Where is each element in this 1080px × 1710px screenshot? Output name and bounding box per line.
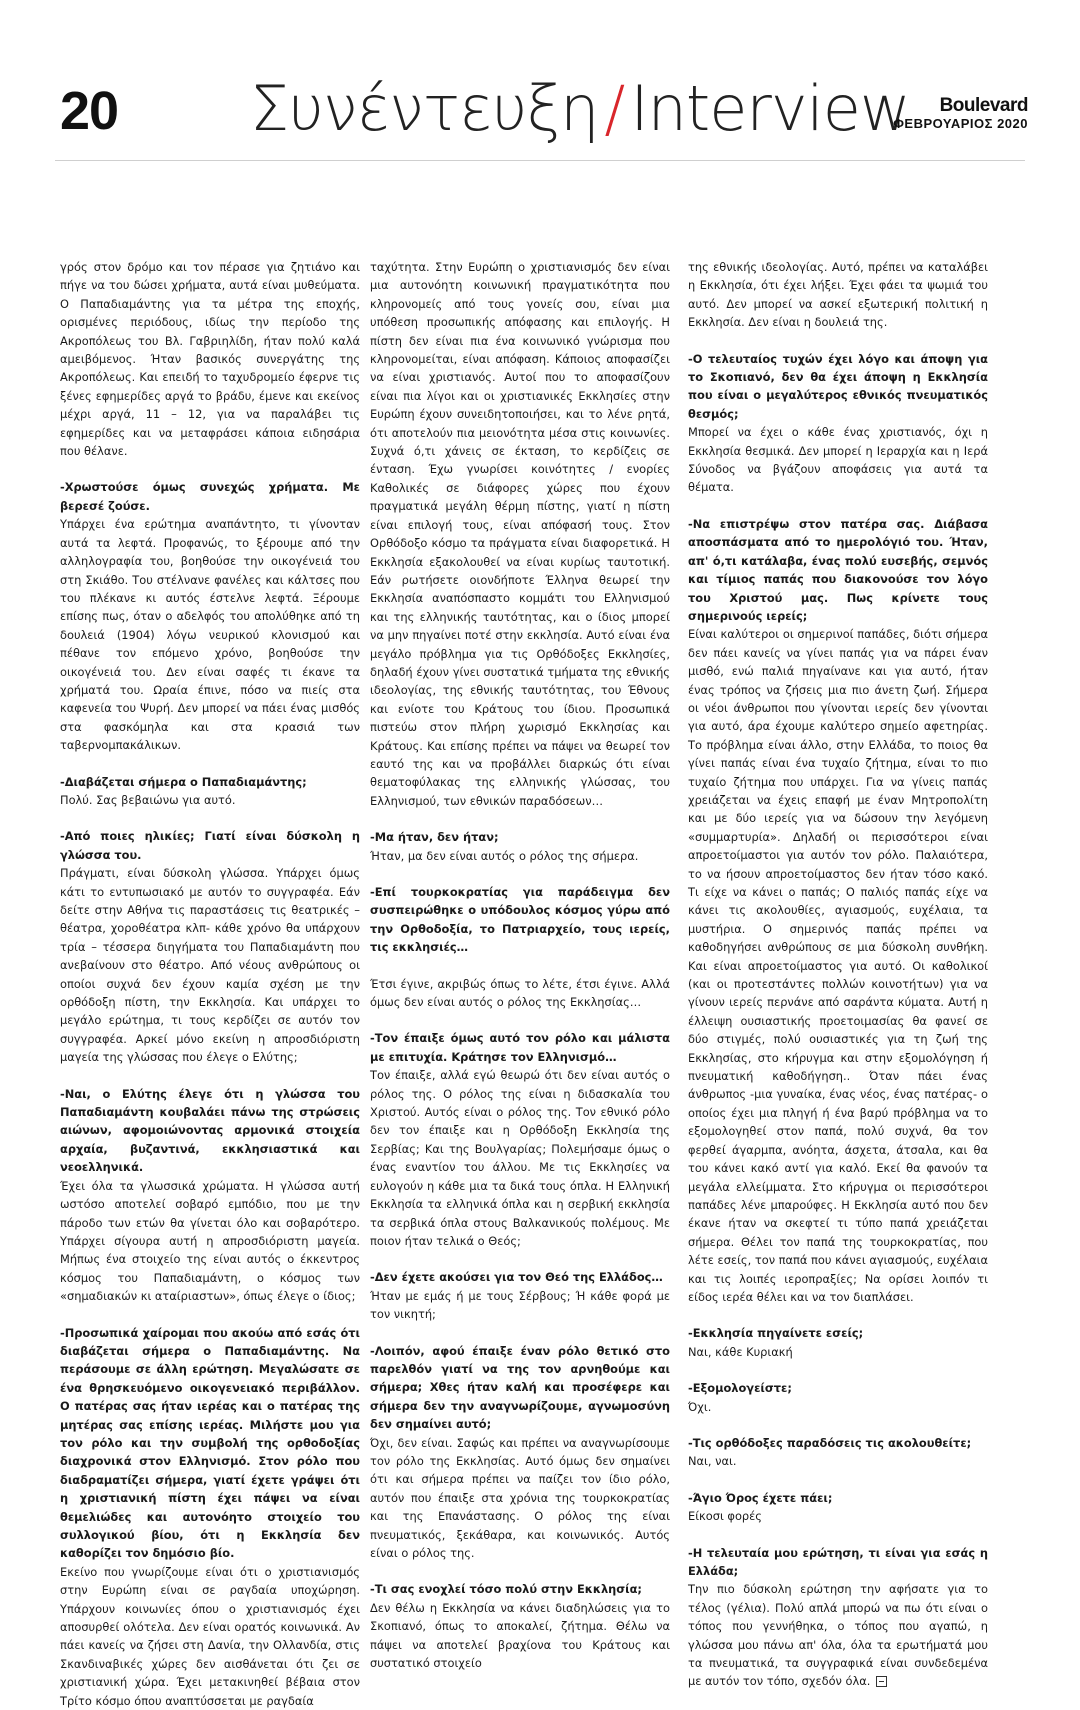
interview-question: -Από ποιες ηλικίες; Γιατί είναι δύσκολη η γλώσσα του. <box>60 829 360 862</box>
title-english: Interview <box>630 72 910 145</box>
end-of-article-icon <box>876 1676 887 1687</box>
interview-answer: Όχι, δεν είναι. Σαφώς και πρέπει να αναγνωρίσουμε τον ρόλο της Εκκλησίας. Αυτό όμως δεν σημαίνει ότι και σήμερα πρέπει να παίζει τον ίδιο ρόλο, αυτόν που έπαιξε στα χρόνια της τουρκοκρατίας και της Επανάστασης. Ο ρόλος της είναι πνευματικός, ξεκάθαρα, και κοινωνικός. Αυτός είναι ο ρόλος της. <box>370 1435 670 1560</box>
interview-question: -Εξομολογείστε; <box>688 1381 792 1396</box>
title-greek: Συνέντευξη <box>250 72 599 145</box>
interview-question: -Ναι, ο Ελύτης έλεγε ότι η γλώσσα του Παπαδιαμάντη κουβαλάει πάνω της στρώσεις αιώνων, αφομοιώνοντας αρμονικά στοιχεία αρχαία, βυζαντινά, εκκλησιαστικά και νεοελληνικά. <box>60 1086 360 1175</box>
text-column-1 <box>60 258 360 1710</box>
interview-question: -Διαβάζεται σήμερα ο Παπαδιαμάντης; <box>60 774 307 789</box>
issue-date: ΦΕΒΡΟΥΑΡΙΟΣ 2020 <box>893 116 1028 131</box>
interview-answer: Υπάρχει ένα ερώτημα αναπάντητο, τι γίνονταν αυτά τα λεφτά. Προφανώς, το ξέρουμε από την αλληλογραφία του, βοηθούσε την οικογένειά του στη Σκιάθο. Του στέλνανε φανέλες και κάλτσες που του πλέκανε κι αυτός έστελνε λεφτά. Ξέρουμε επίσης πως, όταν ο αδελφός του απολύθηκε από τη δουλειά (1904) λόγω νευρικού κλονισμού και πέθανε τον επόμενο χρόνο, βοηθούσε την οικογένειά του. Δεν είναι σαφές τι έκανε τα χρήματά του. Ωραία έπινε, πόσο να πιείς στα καφενεία του Ψυρή. Δεν μπορεί να πάει ένας μισθός στα φασκόμηλα και στα κρασιά των ταβερνομπακάλικων. <box>60 517 360 753</box>
interview-question: -Επί τουρκοκρατίας για παράδειγμα δεν συσπειρώθηκε ο υπόδουλος κόσμος γύρω από την Ορθοδοξία, το Πατριαρχείο, τους ιερείς, τις εκκλησιές… <box>370 885 670 955</box>
interview-question: -Τις ορθόδοξες παραδόσεις τις ακολουθείτε; <box>688 1435 972 1450</box>
interview-answer: Ναι, ναι. <box>688 1454 737 1469</box>
interview-question: -Ο τελευταίος τυχών έχει λόγο και άποψη για το Σκοπιανό, δεν θα έχει άποψη η Εκκλησία που είναι ο μεγαλύτερος εθνικός πνευματικός θεσμός; <box>688 351 988 421</box>
interview-answer: Έτσι έγινε, ακριβώς όπως το λέτε, έτσι έγινε. Αλλά όμως δεν είναι αυτός ο ρόλος της Εκκλησίας… <box>370 976 670 1010</box>
header-divider <box>55 160 1025 161</box>
interview-answer: Μπορεί να έχει ο κάθε ένας χριστιανός, όχι η Εκκλησία θεσμικά. Δεν μπορεί η Ιεραρχία και η Ιερά Σύνοδος να βγάζουν αποφάσεις για αυτά τα θέματα. <box>688 425 988 495</box>
interview-answer: Ναι, κάθε Κυριακή <box>688 1344 793 1359</box>
publication-brand <box>893 96 1028 131</box>
publication-name: Boulevard <box>939 95 1028 116</box>
interview-answer: ταχύτητα. Στην Ευρώπη ο χριστιανισμός δεν είναι μια αυτονόητη κοινωνική πραγματικότητα που κληρονομείς από τους γονείς σου, είναι μια υπόθεση προσωπικής απόφασης και επιλογής. Η πίστη δεν είναι πια ένα κοινωνικό γνώρισμα που κληρονομείται, είναι απόφαση. Κάποιος αποφασίζει να είναι χριστιανός. Αυτοί που το αποφασίζουν είναι πια λίγοι και οι χριστιανικές Εκκλησίες στην Ευρώπη έχουν συνειδητοποιήσει, και το λένε ρητά, ότι αποτελούν πια μειονότητα μέσα στις κοινωνίες. Συχνά ό,τι χάνεις σε έκταση, το κερδίζεις σε ένταση. Έχω γνωρίσει κοινότητες / ενορίες Καθολικές σε διάφορες χώρες που έχουν πραγματικά μεγάλη θέρμη πίστης, γιατί η πίστη είναι επιλογή τους, είναι απόφασή τους. Στον Ορθόδοξο κόσμο τα πράγματα είναι διαφορετικά. Η Εκκλησία εξακολουθεί να είναι κυρίως ταυτοτική. Εάν ρωτήσετε οιονδήποτε Έλληνα θεωρεί την Εκκλησία αναπόσπαστο κομμάτι του Ελληνισμού και της ελληνικής ταυτότητας, και ο ίδιος μπορεί να μην πηγαίνει ποτέ στην εκκλησία. Αυτό είναι ένα μεγάλο πρόβλημα για τις Ορθόδοξες Εκκλησίες, δηλαδή έχουν γίνει συστατικά τμήματα της εθνικής ιδεολογίας, της εθνικής ταυτότητας, του Έθνους και ενίοτε του Κράτους του ίδιου. Προσωπικά πιστεύω στον πλήρη χωρισμό Εκκλησίας και Κράτους. Και επίσης πρέπει να πάψει να θεωρεί τον εαυτό της και να προβάλλει διαρκώς ότι είναι θεματοφύλακας της ελληνικής γλώσσας, του Ελληνισμού, των εθνικών παραδόσεων… <box>370 260 670 808</box>
interview-answer: Όχι. <box>688 1399 712 1414</box>
interview-question: -Εκκλησία πηγαίνετε εσείς; <box>688 1326 864 1341</box>
interview-answer: Πράγματι, είναι δύσκολη γλώσσα. Υπάρχει όμως κάτι το εντυπωσιακό με αυτόν το συγγραφέα. Εάν δείτε στην Αθήνα τις παραστάσεις τις θεατρικές –θέατρα, χοροθέατρα κλπ- κάθε χρόνο θα υπάρχουν τρία – τέσσερα διηγήματα του Παπαδιαμάντη που ανεβαίνουν στο θέατρο. Από νέους ανθρώπους οι οποίοι συχνά δεν έχουν καμία σχέση με την ορθόδοξη πίστη, την Εκκλησία. Και υπάρχει το μεγάλο ερώτημα, τι τους κερδίζει σε αυτόν τον συγγραφέα. Αρκεί μόνο εκείνη η απροσδιόριστη μαγεία της γλώσσας που έλεγε ο Ελύτης; <box>60 866 360 1065</box>
interview-answer: Ήταν, μα δεν είναι αυτός ο ρόλος της σήμερα. <box>370 848 639 863</box>
section-title <box>250 72 910 145</box>
interview-answer: Την πιο δύσκολη ερώτηση την αφήσατε για το τέλος (γέλια). Πολύ απλά μπορώ να πω ότι είναι ο τόπος που γεννήθηκα, ο τόπος που αγαπώ, η γλώσσα μου πάνω απ' όλα, όλα τα ερωτήματά μου τα πνευματικά, τα συγγραφικά είναι συνδεδεμένα με αυτόν τον τόπο, σχεδόν όλα. <box>688 1582 988 1689</box>
interview-answer: Ήταν με εμάς ή με τους Σέρβους; Ή κάθε φορά με τον νικητή; <box>370 1288 670 1322</box>
interview-answer: Έχει όλα τα γλωσσικά χρώματα. Η γλώσσα αυτή ωστόσο αποτελεί σοβαρό εμπόδιο, που με την πάροδο των ετών θα γίνεται όλο και σοβαρότερο. Υπάρχει σίγουρα αυτή η απροσδιόριστη μαγεία. Μήπως ένα στοιχείο της είναι αυτός ο έκκεντρος κόσμος του Παπαδιαμάντη, ο κόσμος των «σημαδιακών κι αταίριαστων», όπως έλεγε ο ίδιος; <box>60 1178 360 1304</box>
interview-answer: Είναι καλύτεροι οι σημερινοί παπάδες, διότι σήμερα δεν πάει κανείς να γίνει παπάς για να πάρει έναν μισθό, ενώ παλιά πηγαίνανε και για αυτό, ήταν ένας τρόπος να ζήσεις μια πιο άνετη ζωή. Σήμερα οι νέοι άνθρωποι που γίνονται ιερείς δεν γίνονται για αυτό, άρα έχουμε καλύτερο σημείο αφετηρίας. Το πρόβλημα είναι άλλο, στην Ελλάδα, το ποιος θα γίνει παπάς είναι ένα τυχαίο ζήτημα, είναι το πιο τυχαίο ζήτημα που υπάρχει. Για να γίνεις παπάς χρειάζεται να έχεις επαφή με έναν Μητροπολίτη και με δύο ιερείς για να δώσουν την λεγόμενη «συμμαρτυρία». Δηλαδή οι περισσότεροι είναι απροετοίμαστοι για αυτόν τον ρόλο. Παλαιότερα, το να ήσουν απροετοίμαστος δεν ήταν τόσο κακό. Τι είχε να κάνει ο παπάς; Ο παλιός παπάς είχε να κάνει τις ακολουθίες, αγιασμούς, ευχέλαια, τα μυστήρια. Ο σημερινός παπάς πρέπει να καθοδηγήσει ανθρώπους σε μια δύσκολη συνθήκη. Και είναι απροετοίμαστος για αυτό. Οι καθολικοί (και οι προτεστάντες πολλών κοινοτήτων) για να γίνουν ιερείς περνάνε από σαράντα κύματα. Αυτή η έλλειψη ουσιαστικής προετοιμασίας θα φανεί σε δύο στιγμές, πολύ ουσιαστικές για τη ζωή της Εκκλησίας, στο κήρυγμα και στην εξομολόγηση ή πνευματική καθοδήγηση.. Όταν πάει ένας άνθρωπος -μια γυναίκα, ένας νέος, ένας πατέρας- ο οποίος έχει μια πληγή ή ένα βαρύ πρόβλημα να το εξομολογηθεί στον παπά, πολύ συχνά, θα τον φερθεί άγαρμπα, ανόητα, άσχετα, άτσαλα, και θα του κάνει κακό αντί για καλό. Εκεί θα φανούν τα μεγάλα ελλείμματα. Στο κήρυγμα οι περισσότεροι παπάδες λένε μπαρούφες. Η Εκκλησία αυτό που δεν έκανε ήταν να σκεφτεί τι τύπο παπά χρειάζεται σήμερα. Θέλει τον παπά της τουρκοκρατίας, που λέτε εσείς, τον παπά που κάνει αγιασμούς, ευχέλαια και τις λοιπές ιεροπραξίες; Να ορίσει λοιπόν τι είδος ιερέα θέλει και να τον διαπλάσει. <box>688 627 988 1304</box>
interview-question: -Δεν έχετε ακούσει για τον Θεό της Ελλάδος… <box>370 1270 663 1285</box>
interview-answer: γρός στον δρόμο και τον πέρασε για ζητιάνο και πήγε να του δώσει χρήματα, αυτά είναι μυθεύματα. Ο Παπαδιαμάντης για τα μέτρα της εποχής, ορισμένες περιόδους, ιδίως την περίοδο της Ακροπόλεως του Βλ. Γαβριηλίδη, ήταν πολύ καλά αμειβόμενος. Ήταν βασικός συνεργάτης της Ακροπόλεως. Και επειδή το ταχυδρομείο έφερνε τις ξένες εφημερίδες αργά το βράδυ, έμενε και εκείνος μέχρι αργά, 11 – 12, για να παραλάβει τις εφημερίδες και να μεταφράσει κάποια ειδησάρια που θέλανε. <box>60 260 360 459</box>
interview-answer: Πολύ. Σας βεβαιώνω για αυτό. <box>60 792 236 807</box>
interview-question: -Λοιπόν, αφού έπαιξε έναν ρόλο θετικό στο παρελθόν γιατί να της τον αρνηθούμε και σήμερα; Χθες ήταν καλή και προσέφερε και σήμερα δεν την αναγνωρίζουμε, αγνωμοσύνη δεν σημαίνει αυτό; <box>370 1343 670 1432</box>
page-number: 20 <box>60 81 119 141</box>
interview-question: -Άγιο Όρος έχετε πάει; <box>688 1490 833 1505</box>
interview-answer: Δεν θέλω η Εκκλησία να κάνει διαδηλώσεις για το Σκοπιανό, όπως το αποκαλεί, ζήτημα. Θέλω να πάψει να αποτελεί βραχίονα του Κράτους και συστατικό στοιχείο <box>370 1600 670 1671</box>
interview-question: -Η τελευταία μου ερώτηση, τι είναι για εσάς η Ελλάδα; <box>688 1545 988 1578</box>
title-separator: / <box>604 72 625 145</box>
interview-question: -Τον έπαιξε όμως αυτό τον ρόλο και μάλιστα με επιτυχία. Κράτησε τον Ελληνισμό… <box>370 1031 670 1064</box>
interview-question: -Να επιστρέψω στον πατέρα σας. Διάβασα αποσπάσματα από το ημερολόγιό του. Ήταν, απ' ό,τι κατάλαβα, ένας πολύ ευσεβής, σεμνός και τίμιος παπάς που διακονούσε τον λόγο του Χριστού μας. Πως κρίνετε τους σημερινούς ιερείς; <box>688 516 988 623</box>
page-header <box>0 0 1080 165</box>
interview-answer: Τον έπαιξε, αλλά εγώ θεωρώ ότι δεν είναι αυτός ο ρόλος της. Ο ρόλος της είναι η διδασκαλία του Χριστού. Αυτός είναι ο ρόλος της. Τον εθνικό ρόλο δεν τον έπαιξε και η Ορθόδοξη Εκκλησία της Σερβίας; Και της Βουλγαρίας; Πολεμήσαμε όμως ο ένας εναντίον του άλλου. Με τις Εκκλησίες να ευλογούν η κάθε μια τα δικά τους όπλα. Η Ελληνική Εκκλησία τα ελληνικά όπλα και η σερβική εκκλησία τα σερβικά όπλα στους Βαλκανικούς πολέμους. Με ποιον ήταν τελικά ο Θεός; <box>370 1068 670 1248</box>
text-column-2 <box>370 258 670 1672</box>
interview-question: -Τι σας ενοχλεί τόσο πολύ στην Εκκλησία; <box>370 1582 642 1597</box>
interview-question: -Προσωπικά χαίρομαι που ακούω από εσάς ότι διαβάζεται σήμερα ο Παπαδιαμάντης. Να περάσουμε σε άλλη ερώτηση. Μεγαλώσατε σε ένα θρησκευόμενο οικογενειακό περιβάλλον. Ο πατέρας σας ήταν ιερέας και ο πατέρας της μητέρας σας επίσης ιερέας. Μιλήστε μου για τον ρόλο και την συμβολή της ορθοδοξίας διαχρονικά στον Ελληνισμό. Στον ρόλο που διαδραματίζει σήμερα, γιατί έχετε γράψει ότι η χριστιανική πίστη έχει πάψει να είναι θεμελιώδες και αυτονόητο στοιχείο του συλλογικού βίου, ότι η Εκκλησία δεν καθορίζει τον δημόσιο βίο. <box>60 1325 360 1561</box>
text-column-3 <box>688 258 988 1691</box>
interview-answer: Εκείνο που γνωρίζουμε είναι ότι ο χριστιανισμός στην Ευρώπη είναι σε ραγδαία υποχώρηση. Υπάρχουν κοινωνίες όπου ο χριστιανισμός έχει αποσυρθεί ολότελα. Δεν είναι ορατός κοινωνικά. Αν πάει κανείς να ζήσει στη Δανία, την Ολλανδία, στις Σκανδιναβικές χώρες δεν αισθάνεται ότι ζει σε χριστιανική χώρα. Έχει μετακινηθεί βέβαια στον Τρίτο κόσμο όπου αναπτύσσεται με ραγδαία <box>60 1564 360 1708</box>
interview-answer: Είκοσι φορές <box>688 1509 762 1524</box>
interview-answer: της εθνικής ιδεολογίας. Αυτό, πρέπει να καταλάβει η Εκκλησία, ότι έχει λήξει. Έχει φάει τα ψωμιά του αυτό. Δεν μπορεί να ασκεί εξωτερική πολιτική η Εκκλησία. Δεν είναι η δουλειά της. <box>688 260 988 330</box>
interview-question: -Μα ήταν, δεν ήταν; <box>370 830 499 845</box>
interview-question: -Χρωστούσε όμως συνεχώς χρήματα. Με βερεσέ ζούσε. <box>60 480 360 513</box>
